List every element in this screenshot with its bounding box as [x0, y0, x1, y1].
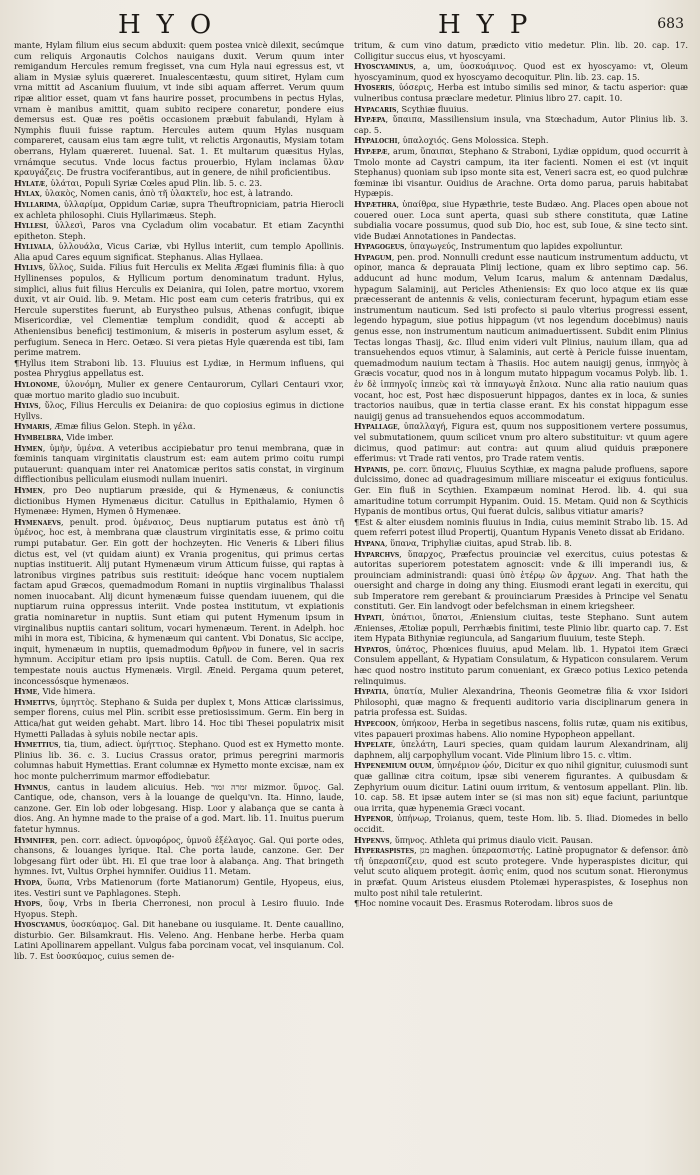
- dictionary-entry: [354, 252, 688, 422]
- dictionary-entry: [14, 782, 344, 835]
- dictionary-entry: [354, 538, 688, 549]
- dictionary-entry: [354, 104, 688, 115]
- entry-headword: Hypalochi: [354, 135, 398, 146]
- entry-headword: Hypæpæ: [354, 145, 388, 156]
- dictionary-entry: [14, 188, 344, 199]
- entry-headword: Hypatos: [354, 643, 389, 654]
- entry-text: , ὕπανα, Triphyliæ ciuitas, apud Strab. lib. 8.: [384, 537, 572, 548]
- entry-headword: Hypelate: [354, 739, 393, 750]
- entry-headword: Hymnus: [14, 781, 48, 792]
- entry-headword: Hypana: [354, 537, 385, 548]
- page-number: 683: [657, 16, 684, 32]
- entry-text: , ὕωπα, Vrbs Matienorum (forte Matianorum) Gentile, Hyopeus, eius, ites. Vestiri sunt ve Paphlagones. Steph.: [14, 876, 344, 898]
- entry-text: ¶Hoc nomine vocauit Des. Erasmus Roterodam. libros suos de: [354, 898, 613, 909]
- dictionary-entry: [354, 549, 688, 613]
- entry-text: , pen. corr. adiect. ὑμνοφόρος, ὑμνοῦ ἐξέλαγος. Gal. Qui porte odes, chansons, & louanges lyrique. Ital. Che porta laude, canzone. Ger. Der lobgesang fürt oder übt. Hi. El que trae loor à alabança. Ang. That bringeth hymnes. Ivt, Vultus Orphei hymnifer. Ouidius 11. Metam.: [14, 834, 344, 877]
- entry-text: , ὑοσκύαμος. Gal. Dit hanebane ou iusquiame. It. Dente cauallino, disturbio. Ger. Bilsamkraut. His. Veleno. Ang. Henbane herbe. Herba quam Latini Apollinarem appellant. Vulgus faba porcinam vocat, vel insquianum. Col. lib. 7. Est ὑοσκύαμος, cuius semen de-: [14, 919, 344, 962]
- dictionary-entry: [354, 612, 688, 644]
- entry-text: , ὑπήκοον, Herba in segetibus nascens, foliis rutæ, quam nis exitibus, vites papaueri proximas habens. Alio nomine Hypopheon appellant.: [354, 718, 688, 739]
- entry-text: , ὑπάτιοι, ὕπατοι, Æniensium ciuitas, teste Stephano. Sunt autem Ænienses, Ætoliæ populi, Perrhæbis finitimi, teste Plinio libr. quarto cap. 7. Est item Hypata Bithyniæ regiuncula, ad Sangarium fluuium, teste Steph.: [354, 612, 688, 644]
- entry-text: , ὑπαλλαγή, Figura est, quum nos suppositionem vertere possumus, vel submutationem, quum scilicet vnum pro altero substituitur: vt quum agere dicimus, quod patimur: aut contra: aut quum aliud quiduis præponere efferimus: vt Trade rati ventos, pro Trade ratem ventis.: [354, 421, 688, 464]
- entry-text: , cantus in laudem alicuius. Heb. זמרה זמור mizmor. ὕμνος. Gal. Cantique, ode, chanson, vers à la louange de quelqu'vn. Ita. Hinno, laude, canzone. Ger. Ein lob oder lobgesang. Hisp. Loor y alabança que se canta à dios. Ang. An hymne made to the praise of a god. Mart. lib. 11. Inuitus puerum fatetur hymnus.: [14, 781, 344, 834]
- entry-text: , ὕοψ, Vrbs in Iberia Cherronesi, non procul à Lesiro fluuio. Inde Hyopus. Steph.: [14, 898, 344, 919]
- dictionary-entry: [14, 898, 344, 919]
- entry-text: ¶Hyllus item Straboni lib. 13. Fluuius est Lydiæ, in Hermum influens, qui postea Phrygius appellatus est.: [14, 357, 344, 379]
- dictionary-entry: [354, 464, 688, 517]
- entry-headword: Hyopa: [14, 876, 40, 887]
- entry-headword: Hypecoon: [354, 718, 396, 728]
- dictionary-entry: [354, 898, 688, 909]
- entry-text: , ὑπαλοχιός. Gens Molossica. Steph.: [397, 135, 549, 146]
- left-column: [14, 40, 344, 1165]
- dictionary-entry: [354, 517, 688, 538]
- dictionary-entry: [14, 517, 344, 687]
- entry-headword: Hypæpa: [354, 114, 386, 125]
- entry-text: , מגן maghen. ὑπερασπιστής. Latinè propugnator & defensor. ἀπὸ τῆ ὑπερασπίζειν, quod est scuto protegere. Vnde hyperaspistes dicitur, qui velut scuto aliquem protegit. ἀσπὶς enim, quod nos scutum sonat. Hieronymus in præfat. Quum Aristeus eiusdem Ptolemæi hyperaspistes, & Iosephus non multo post nihil tale retulerint.: [354, 845, 688, 898]
- dictionary-entry: [14, 379, 344, 400]
- entry-headword: Hymen: [14, 442, 43, 453]
- entry-text: , ὕπαρχος, Præfectus prouinciæ vel exercitus, cuius potestas & autoritas superiorem potestatem agnoscit: vnde & illi imperandi ius, & prouinciam administrandi: quasi ὑπὸ ἑτέρῳ ὢν ἄρχων. Ang. That hath the ouersight and charge in doing any thing. Eiusmodi erant legati in exercitu, qui sub Imperatore rem gerebant & prouinciarum Præsides à Principe vel Senatu constituti. Ger. Ein landvogt oder befelchsman in einem kriegsheer.: [354, 548, 688, 612]
- entry-headword: Hymettvs: [14, 696, 55, 707]
- entry-headword: Hypæthra: [354, 198, 397, 209]
- entry-headword: Hypanis: [354, 463, 388, 474]
- entry-headword: Hypati: [354, 612, 382, 623]
- entry-headword: Hypagum: [354, 251, 392, 262]
- entry-text: , pen. prod. Nonnulli credunt esse nauticum instrumentum adductu, vt opinor, manca & deprauata Plinij lectione, quam ex libro septimo cap. 56. adducunt ad hunc modum, Velum Icarus, malum & antennam Dædalus, hypagum Salaminij, aut Pericles Atheniensis: Ex quo loco atque ex iis quæ præcesserant de antennis & velis, coniecturam fecerunt, hypagum etiam esse instrumentum nauticum. Sed isti profecto si paulo vlterius progressi essent, legendo hypagum, siue potius hippagum (vt nos legendum docebimus) nauis genus esse, non instrumentum nauticum animaduertissent. Subdit enim Plinius Tectas longas Thasij, &c. Illud enim videri vult Plinius, nauium illam, qua ad transuehendos equos vtimur, à Salaminis, aut certè à Pericle fuisse inuentam, quemadmodum nauium tectam à Thasiis. Hoc autem nauigij genus, ἱππηγὸς à Græcis vocatur, quod nos in à longum mutato hippagum vocamus Polyb. lib. 1. ἐν δὲ ἱππηγοῖς ἱππεὺς καὶ τὰ ἱππαγωγὰ ἔπλοια. Nunc alia ratio nauium quas vocant, hoc est, Post hæc disposuerunt hippagos, dantes ex in loca, & sunies tractorios nauibus, quæ in tertia classe erant. Ex his constat hippagum esse nauigij genus ad transuehendos equos accommodatum.: [354, 251, 688, 421]
- dictionary-entry: [14, 421, 344, 432]
- entry-headword: Hyoseris: [354, 82, 393, 93]
- entry-headword: Hyme: [14, 686, 38, 697]
- dictionary-entry: [354, 686, 688, 718]
- header-right-letters: HYP: [438, 10, 544, 40]
- dictionary-entry: [14, 432, 344, 443]
- entry-headword: Hyllvala: [14, 241, 52, 252]
- dictionary-entry: [354, 739, 688, 760]
- entry-text: , arum, ὕπαιπαι, Stephano & Straboni, Lydiæ oppidum, quod occurrit à Tmolo monte ad Caystri campum, ita iter facienti. Nomen ei est (vt inquit Stephanus) quoniam sub ipso monte sita est, Veneri sacra est, eo quod pulchræ fœminæ ibi visantur. Ouidius de Arachne. Orta domo parua, paruis habitabat Hypæpis.: [354, 145, 688, 199]
- entry-text: , ὑλακὸς, Nomen canis, ἀπὸ τῆ ὑλακτεῖν, hoc est, à latrando.: [39, 188, 294, 199]
- entry-text: , ὑμὴν, ὑμένα. A veteribus accipiebatur pro tenui membrana, quæ in fœminis tanquam virginitatis claustrum est: eam autem primo coitu rumpi putauerunt: quanquam inter rei Anatomicæ peritos satis constat, in virginum difflectionibus pelliculam eiusmodi nullam inueniri.: [14, 442, 344, 485]
- entry-text: , ὕπαιπα, Massiliensium insula, vna Stœchadum, Autor Plinius lib. 3. cap. 5.: [354, 114, 688, 135]
- entry-headword: Hyoscyaminus: [354, 61, 414, 72]
- entry-text: , ὑπελάτη, Lauri species, quam quidam laurum Alexandrinam, alij daphnem, alij carpophyllum vocant. Vide Plinium libro 15. c. vltim.: [354, 739, 688, 760]
- entry-text: , ὑπάτος, Phœnices fluuius, apud Melam. lib. 1. Hypatoi item Græci Consulem appellant, & Hypatiam Consulatum, & Hypaticon consularem. Verum hæc quod nostro instituto parum conueniant, ex Græco potius Lexico petenda relinquimus.: [354, 643, 688, 686]
- entry-text: , ὑλλαρίμα, Oppidum Cariæ, supra Theuftropniciam, patria Hierocli ex achleta philosophi. Ciuis Hyllarimæus. Steph.: [14, 198, 344, 220]
- header-left-letters: HYO: [118, 10, 228, 40]
- entry-text: , ὑλάται, Populi Syriæ Cœles apud Plin. lib. 5. c. 23.: [45, 177, 263, 188]
- entry-headword: Hypallage: [354, 421, 398, 432]
- entry-headword: Hymbelbra: [14, 431, 62, 442]
- dictionary-entry: [14, 40, 344, 178]
- dictionary-entry: [14, 739, 344, 781]
- dictionary-entry: [354, 199, 688, 241]
- entry-headword: Hymen: [14, 484, 43, 495]
- entry-text: , ὑπαγωγεύς, Instrumentum quo lapides expoliuntur.: [404, 241, 623, 252]
- entry-headword: Hymaris: [14, 421, 50, 432]
- entry-headword: Hyperaspistes: [354, 845, 415, 856]
- entry-text: , ὑμηττὸς. Stephano & Suida per duplex t, Mons Atticæ clarissimus, semper florens, cuius mel Plin. scribit esse pretiosissimum. Germ. Ein berg in Attica/hat gut weiden gehabt. Mart. libro 14. Hoc tibi Thesei populatrix misit Hymetti Palladas à syluis nobile nectar apis.: [14, 696, 344, 739]
- dictionary-entry: [354, 644, 688, 686]
- page-header: [0, 6, 700, 40]
- entry-headword: Hymettius: [14, 739, 59, 750]
- entry-headword: Hyllarima: [14, 198, 59, 209]
- entry-text: , ὑπηνέμιον ᾠόν, Dicitur ex quo nihil gignitur, cuiusmodi sunt quæ gallinæ citra coitum, ipsæ sibi venerem figurantes. A quibusdam & Zephyrium ouum dicitur. Latini ouum irritum, & ventosum appellant. Plin. lib. 10. cap. 58. Et ipsæ autem inter se (si mas non sit) eque faciunt, pariuntque oua irrita, quæ hypenemia Græci vocant.: [354, 760, 688, 813]
- dictionary-entry: [14, 262, 344, 357]
- entry-text: , Vide himera.: [37, 686, 96, 697]
- entry-text: , pro Deo nuptiarum præside, qui & Hymenæus, & coniunctis dictionibus Hymen Hymenæus dicitur. Catullus in Epithalamio, Hymen ô Hymenæe: Hymen, Hymen ô Hymenæe.: [14, 484, 344, 517]
- entry-text: , ὕλλος, Suida. Filius fuit Herculis ex Melita Ægæi fluminis filia: à quo Hyllinenses populos, & Hyllicum portum denominatum tradunt. Hylus, simplici, alius fuit filius Herculis ex Deianira, qui Iolen, patre mortuo, vxorem duxit, vt air Ouid. lib. 9. Metam. Hic post eam cum ceteris fratribus, qui ex Hercule superstites fuerunt, ab Eurystheo pulsus, Athenas confugit, ibique Misericordiæ, vel Clementiæ templum condidit, quod & accepti ab Atheniensibus beneficij testimonium, & miseris in posterum asylum esset, & perfugium. Seneca in Herc. Oetæo. Si vera pietas Hyle quærenda est tibi, Iam perime matrem.: [14, 262, 344, 358]
- entry-text: , ὑπαίθρα, siue Hypæthrie, teste Budæo. Ang. Places open aboue not couered ouer. Loca sunt aperta, quasi sub sthere constituta, quæ Latine subdialia vocare possumus, quod sub Dio, hoc est, sub Ioue, & sine tecto sint. vide Budæi Annotationes in Pandectas.: [354, 198, 688, 241]
- entry-headword: Hylonome: [14, 379, 58, 389]
- entry-text: , penult. prod. ὑμέναιος, Deus nuptiarum putatus est ἀπὸ τῆ ὑμένος, hoc est, à membrana quæ claustrum virginitatis esse, & primo coitu rumpi putabatur. Ger. Ein gott der hochzeyten. Hic Veneris & Liberi filius dictus est, vel (vt quidam aiunt) ex Vrania progenitus, qui primus certas nuptias instituerit. Alij putant Hymenæum virum Atticum fuisse, qui raptas à latronibus virgines patribus suis restituit: ideóque hanc vocem nuptialem factam apud Græcos, quemadmodum Romani in nuptiis virginalibus Thalassi nomen inuocabant. Alij dicunt hymenæum fuisse quendam iuuenem, qui die nuptiarum ruina oppressus interiit. Vnde postea institutum, vt expiationis gratia nominaretur in nuptiis. Sunt etiam qui putent Hymenum ipsum in virginalibus nuptiis cantari solitum, vocari hymenæum. Terent. in Adelph. hoc mihi in mora est, Tibicina, & hymenæum qui cantent. Vbi Donatus, Sic accipe, inquit, hymenæum in nuptiis, quemadmodum θρῆνον in funere, vel in sacris hymnum. Accipitur etiam pro ipsis nuptiis. Catull. de Com. Beren. Qua rex tempestate nouis auctus Hymenæis. Virgil. Æneid. Pergama quum peteret, inconcessósque hymenæos.: [14, 516, 344, 686]
- entry-headword: Hypacaris: [354, 103, 397, 114]
- dictionary-entry: [354, 241, 688, 252]
- entry-text: , ὑλλεσὶ, Paros vna Cycladum olim vocabatur. Et etiam Zacynthi epitheton. Steph.: [14, 220, 344, 241]
- dictionary-entry: [354, 146, 688, 199]
- entry-headword: Hypenvs: [354, 834, 390, 845]
- entry-text: , ὕλος, Filius Herculis ex Deianira: de quo copiosius egimus in dictione Hyllvs.: [14, 400, 344, 421]
- dictionary-entry: [14, 697, 344, 739]
- entry-headword: Hymenaevs: [14, 516, 61, 527]
- entry-headword: Hypenor: [354, 813, 391, 824]
- dictionary-entry: [354, 40, 688, 61]
- entry-text: , pe. corr. ὕπανις, Fluuius Scythiæ, ex magna palude profluens, sapore dulcissimo, donec ad quadragesimum milliare misceatur ei exiguus fonticulus. Ger. Ein fluß in Scythien. Exampæum nominat Herod. lib. 4. qui sua amaritudine totum corrumpit Hypanim. Ouid. 15. Metam. Quid non & Scythicis Hypanis de montibus ortus, Qui fuerat dulcis, salibus vitiatur amaris?: [354, 463, 688, 517]
- entry-text: mante, Hylam filium eius secum abduxit: quem postea vnicè dilexit, secúmque cum reliquis Argonautis Colchos nauigans duxit. Verum quum inter remigandum Hercules remum fregisset, vna cum Hyla naui egressus est, vt aliam in Mysiæ syluis quæreret. Inualescentæstu, quum sitiret, Hylam cum vrna mittit ad Ascanium fluuium, vt inde sibi aquam afferret. Verum quum ripæ alitior esset, quam vt fans haurire posset, procumbens in pectus Hylas, vrnam è manibus amittit, quam subito recipere conaretur, pondere eius demersus est. Quæ res poëtis occasionem præbuit fabulandi, Hylam à Nymphis fluuii fuisse raptum. Hercules autem quum Hylas nusquam compareret, causam eius tam ægre tulit, vt relictis Argonautis, Mysiam totam oberrans, Hylam quæreret. Iuuenal. Sat. 1. Et multarum quæsitus Hylas, vrnámque secutus. Vnde locus factus prouerbio, Hylam inclamas ὕλαν κραυγάζεις. De frustra vociferantibus, aut in genere, de nihil proficientibus.: [14, 40, 344, 178]
- entry-text: , ὑόσερις, Herba est intubo similis sed minor, & tactu asperior: quæ vulneribus contusa præclare medetur. Plinius libro 27. capit. 10.: [354, 82, 688, 103]
- dictionary-entry: [14, 241, 344, 262]
- entry-text: , ὑπατία, Mulier Alexandrina, Theonis Geometræ filia & vxor Isidori Philosophi, quæ magno & frequenti auditorio varia disciplinarum genera in patria professa est. Suidas.: [354, 686, 688, 718]
- entry-headword: Hyllvs: [14, 262, 43, 273]
- entry-text: , ὕπηνος. Athleta qui primus diaulo vicit. Pausan.: [389, 834, 594, 845]
- dictionary-entry: [354, 421, 688, 463]
- entry-headword: Hylax: [14, 188, 40, 199]
- entry-headword: Hyops: [14, 898, 41, 909]
- dictionary-entry: [14, 199, 344, 220]
- dictionary-entry: [354, 813, 688, 834]
- dictionary-entry: [14, 220, 344, 241]
- dictionary-entry: [354, 114, 688, 135]
- entry-text: tritum, & cum vino datum, prædicto vitio medetur. Plin. lib. 20. cap. 17. Colligitur succus eius, vt hyoscyami.: [354, 40, 688, 61]
- dictionary-entry: [14, 443, 344, 485]
- dictionary-entry: [14, 919, 344, 961]
- entry-text: , ὑπήνωρ, Troianus, quem, teste Hom. lib. 5. Iliad. Diomedes in bello occidit.: [354, 813, 688, 834]
- entry-text: , Vide imber.: [61, 431, 114, 442]
- dictionary-entry: [354, 82, 688, 103]
- entry-headword: Hylvs: [14, 400, 39, 411]
- entry-headword: Hypenemium ouum: [354, 760, 432, 771]
- entry-headword: Hylatæ: [14, 177, 46, 188]
- dictionary-entry: [354, 760, 688, 813]
- dictionary-entry: [354, 135, 688, 146]
- dictionary-entry: [14, 686, 344, 697]
- entry-text: , Scythiæ fluuius.: [396, 103, 469, 114]
- dictionary-entry: [354, 845, 688, 898]
- entry-text: ¶Est & alter eiusdem nominis fluuius in India, cuius meminit Strabo lib. 15. Ad quem referri potest illud Propertij, Quantum Hypanis Veneto dissat ab Eridano.: [354, 516, 688, 538]
- right-column: [354, 40, 688, 1165]
- dictionary-entry: [14, 178, 344, 189]
- entry-headword: Hyoscyamus: [14, 919, 66, 930]
- dictionary-entry: [14, 400, 344, 421]
- entry-headword: Hymnifer: [14, 834, 55, 845]
- dictionary-entry: [14, 358, 344, 379]
- entry-text: , tia, tium, adiect. ὑμήττιος. Stephano. Quod est ex Hymetto monte. Plinius lib. 36. c. 3. Lucius Crassus orator, primus peregrini marmoris columnas habuit Hymettias. Erant columnæ ex Hymetto monte excisæ, nam ex hoc monte pulcherrimum marmor effodiebatur.: [14, 739, 344, 781]
- dictionary-entry: [354, 835, 688, 846]
- entry-headword: Hyparchvs: [354, 548, 400, 559]
- entry-headword: Hypatia: [354, 686, 387, 697]
- dictionary-entry: [14, 877, 344, 898]
- dictionary-entry: [354, 718, 688, 739]
- entry-text: , Æmæ filius Gelon. Steph. in γέλα.: [49, 421, 196, 432]
- dictionary-entry: [14, 485, 344, 517]
- dictionary-entry: [354, 61, 688, 82]
- entry-headword: Hypagogeus: [354, 241, 405, 252]
- entry-text: , ὑλλουάλα, Vicus Cariæ, vbi Hyllus interiit, cum templo Apollinis. Alia apud Cares equum significat. Stephanus. Alias Hyllaea.: [14, 241, 344, 262]
- entry-text: , ὑλονόμη, Mulier ex genere Centaurorum, Cyllari Centauri vxor, quæ mortuo marito gladio suo incubuit.: [14, 379, 344, 400]
- entry-text: , a, um, ὑοσκυάμινος. Quod est ex hyoscyamo: vt, Oleum hyoscyaminum, quod ex hyoscyamo decoquitur. Plin. lib. 23. cap. 15.: [354, 61, 688, 82]
- dictionary-entry: [14, 835, 344, 877]
- entry-headword: Hyllesi: [14, 220, 47, 231]
